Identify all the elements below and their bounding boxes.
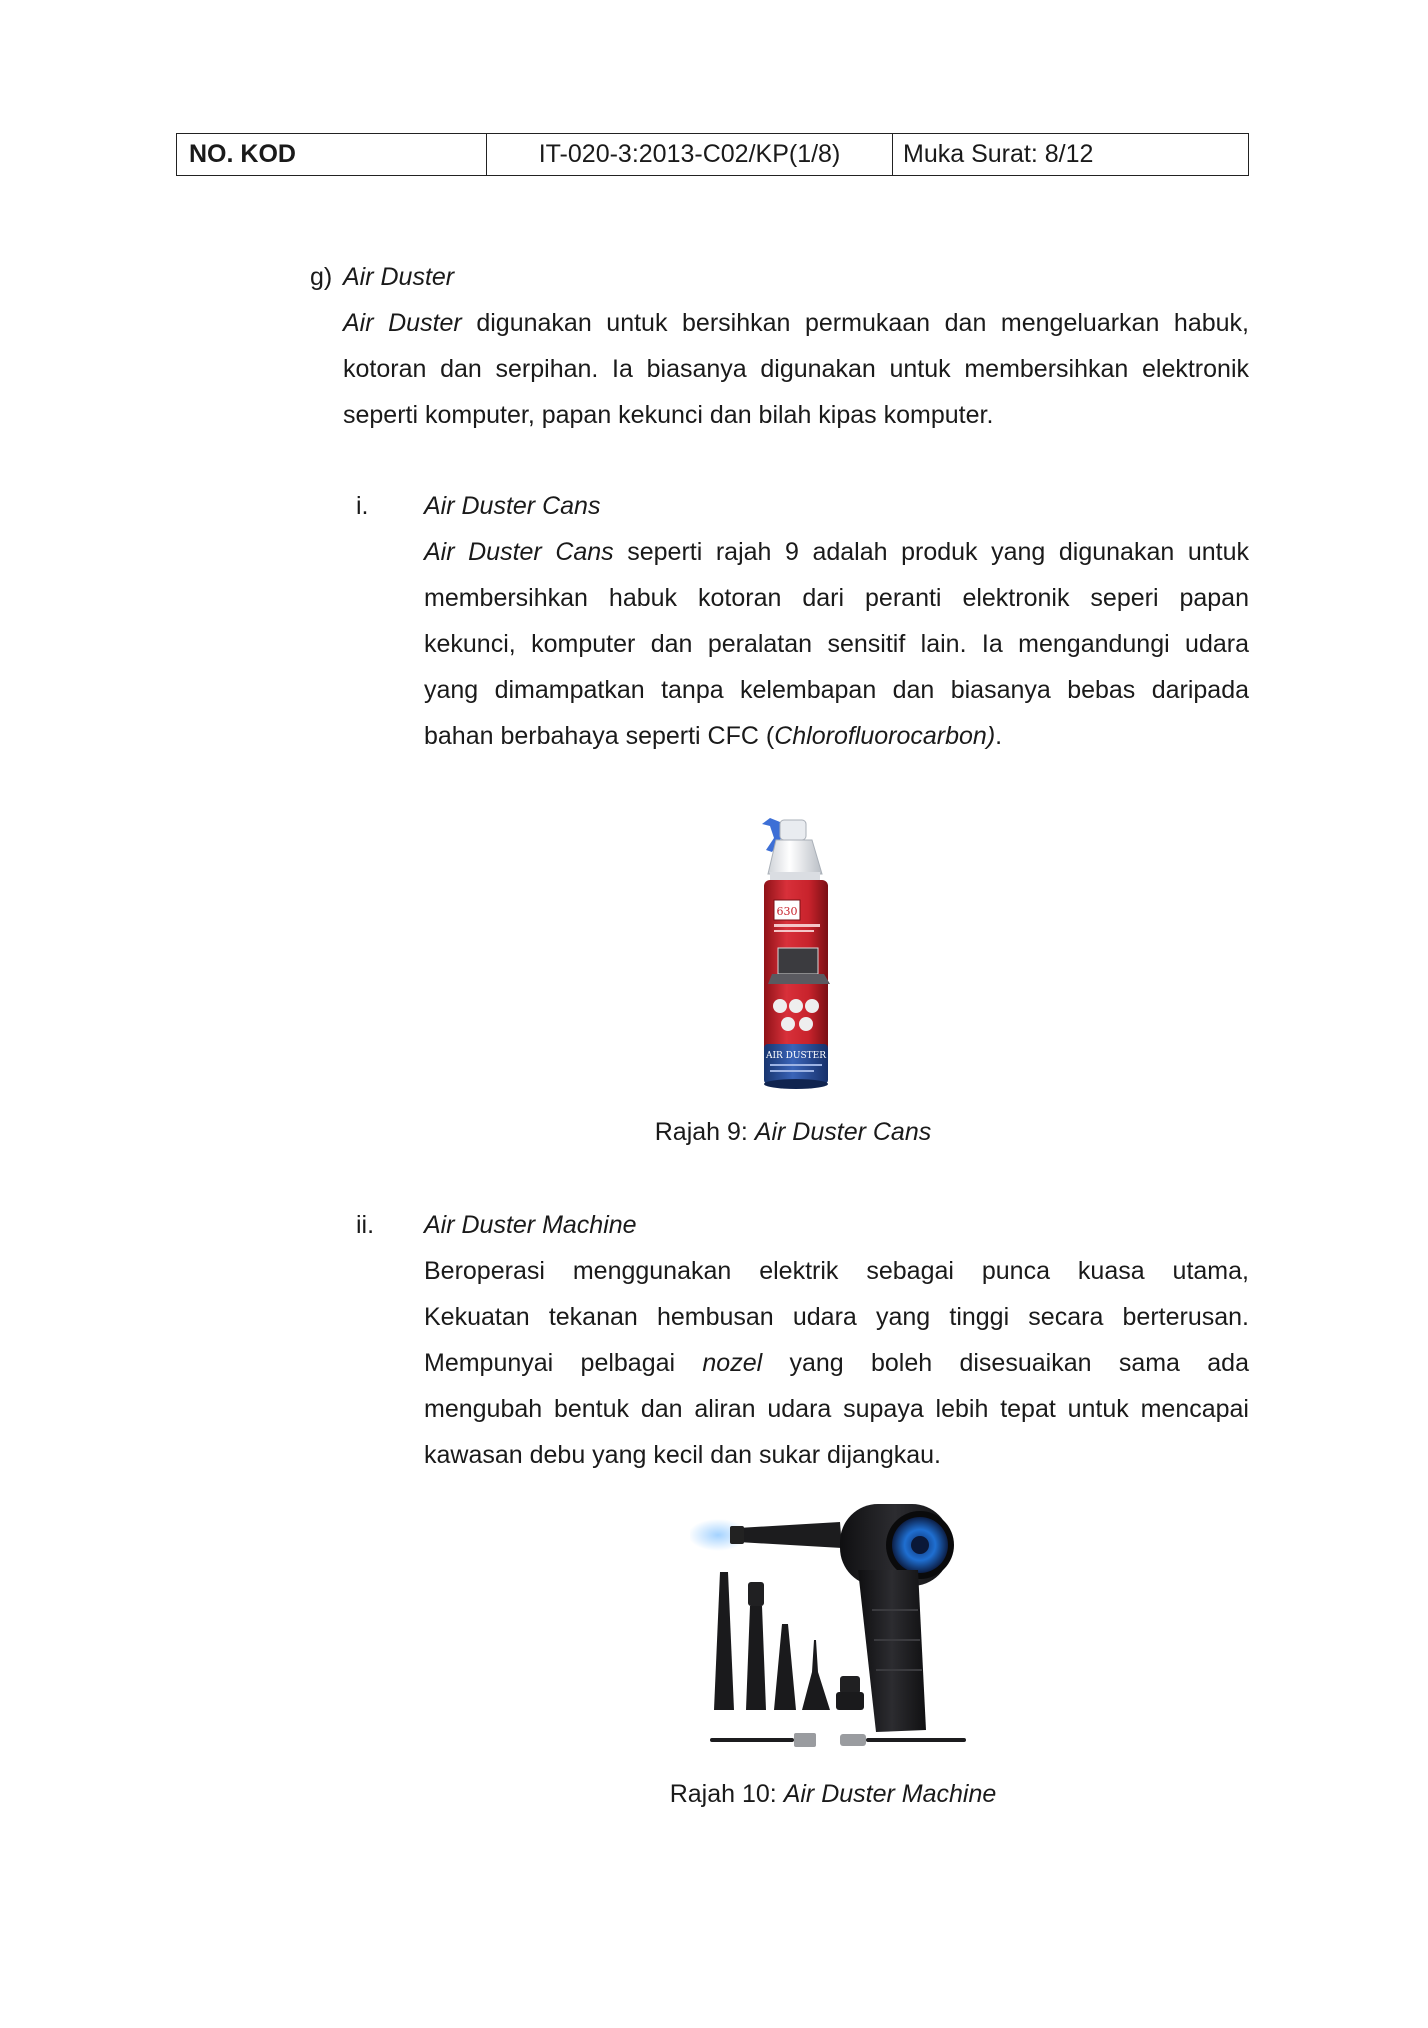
- figure-9-caption-prefix: Rajah 9:: [654, 1118, 755, 1146]
- section-g-line-3: seperti komputer, papan kekunci dan bilah kipas komputer.: [343, 401, 994, 429]
- figure-10-caption: [588, 1774, 1078, 1814]
- item-i-line-1: [424, 529, 1249, 575]
- figure-10-caption-prefix: Rajah 10:: [669, 1780, 784, 1808]
- item-ii-line-3-term: nozel: [702, 1349, 763, 1377]
- item-i-line-1-text: seperti rajah 9 adalah produk yang digunakan untuk: [613, 538, 1249, 566]
- page-number: [893, 134, 1248, 175]
- can-number-label: 630: [776, 905, 798, 918]
- figure-9-caption-term: Air Duster Cans: [754, 1118, 932, 1146]
- page-label: Muka Surat: [903, 140, 1031, 168]
- section-g-line-1: [343, 300, 1249, 346]
- figure-10-caption-term: Air Duster Machine: [783, 1780, 997, 1808]
- air-duster-machine-image: [690, 1500, 992, 1762]
- section-g-term: Air Duster: [343, 309, 462, 337]
- item-ii-line-2: Kekuatan tekanan hembusan udara yang tinggi secara berterusan.: [424, 1303, 1249, 1331]
- code-value: IT-020-3:2013-C02/KP(1/8): [487, 134, 893, 175]
- item-i-term: Air Duster Cans: [424, 538, 614, 566]
- item-i-line-5-term: Chlorofluorocarbon): [774, 722, 996, 750]
- item-i-marker: i.: [356, 492, 369, 520]
- item-ii-line-4: mengubah bentuk dan aliran udara supaya lebih tepat untuk mencapai: [424, 1395, 1249, 1423]
- section-g-title: Air Duster: [343, 263, 455, 291]
- item-i-line-2: membersihkan habuk kotoran dari peranti elektronik seperi papan: [424, 584, 1249, 612]
- item-i-line-5-pre: bahan berbahaya seperti CFC (: [424, 722, 775, 750]
- item-i-line-5: [424, 713, 1249, 759]
- item-i-line-3: kekunci, komputer dan peralatan sensitif lain. Ia mengandungi udara: [424, 630, 1249, 658]
- item-ii-title: Air Duster Machine: [424, 1211, 637, 1239]
- item-ii-line-3: [424, 1340, 1249, 1386]
- figure-9-caption: [548, 1112, 1038, 1152]
- section-g-marker: g): [310, 263, 333, 291]
- item-ii-line-5: kawasan debu yang kecil dan sukar dijangkau.: [424, 1441, 942, 1469]
- code-label: NO. KOD: [177, 134, 487, 175]
- nozzle-attachment-icon: [714, 1572, 734, 1710]
- item-i-title: Air Duster Cans: [424, 492, 601, 520]
- section-g-line-1-text: digunakan untuk bersihkan permukaan dan mengeluarkan habuk,: [461, 309, 1249, 337]
- item-ii-line-1: Beroperasi menggunakan elektrik sebagai punca kuasa utama,: [424, 1257, 1249, 1285]
- item-ii-marker: ii.: [356, 1211, 375, 1239]
- usb-cable-icon: [710, 1738, 794, 1742]
- page-value: : 8/12: [1030, 140, 1094, 168]
- can-brand-label: AIR DUSTER: [765, 1051, 827, 1061]
- air-duster-can-image: [740, 812, 850, 1104]
- section-g-line-2: kotoran dan serpihan. Ia biasanya digunakan untuk membersihkan elektronik: [343, 355, 1249, 383]
- item-ii-line-3-pre: Mempunyai pelbagai: [424, 1349, 703, 1377]
- item-i-line-5-post: .: [995, 722, 1003, 750]
- item-ii-line-3-post: yang boleh disesuaikan sama ada: [762, 1349, 1249, 1377]
- code-header-table: [176, 133, 1249, 176]
- item-i-line-4: yang dimampatkan tanpa kelembapan dan biasanya bebas daripada: [424, 676, 1249, 704]
